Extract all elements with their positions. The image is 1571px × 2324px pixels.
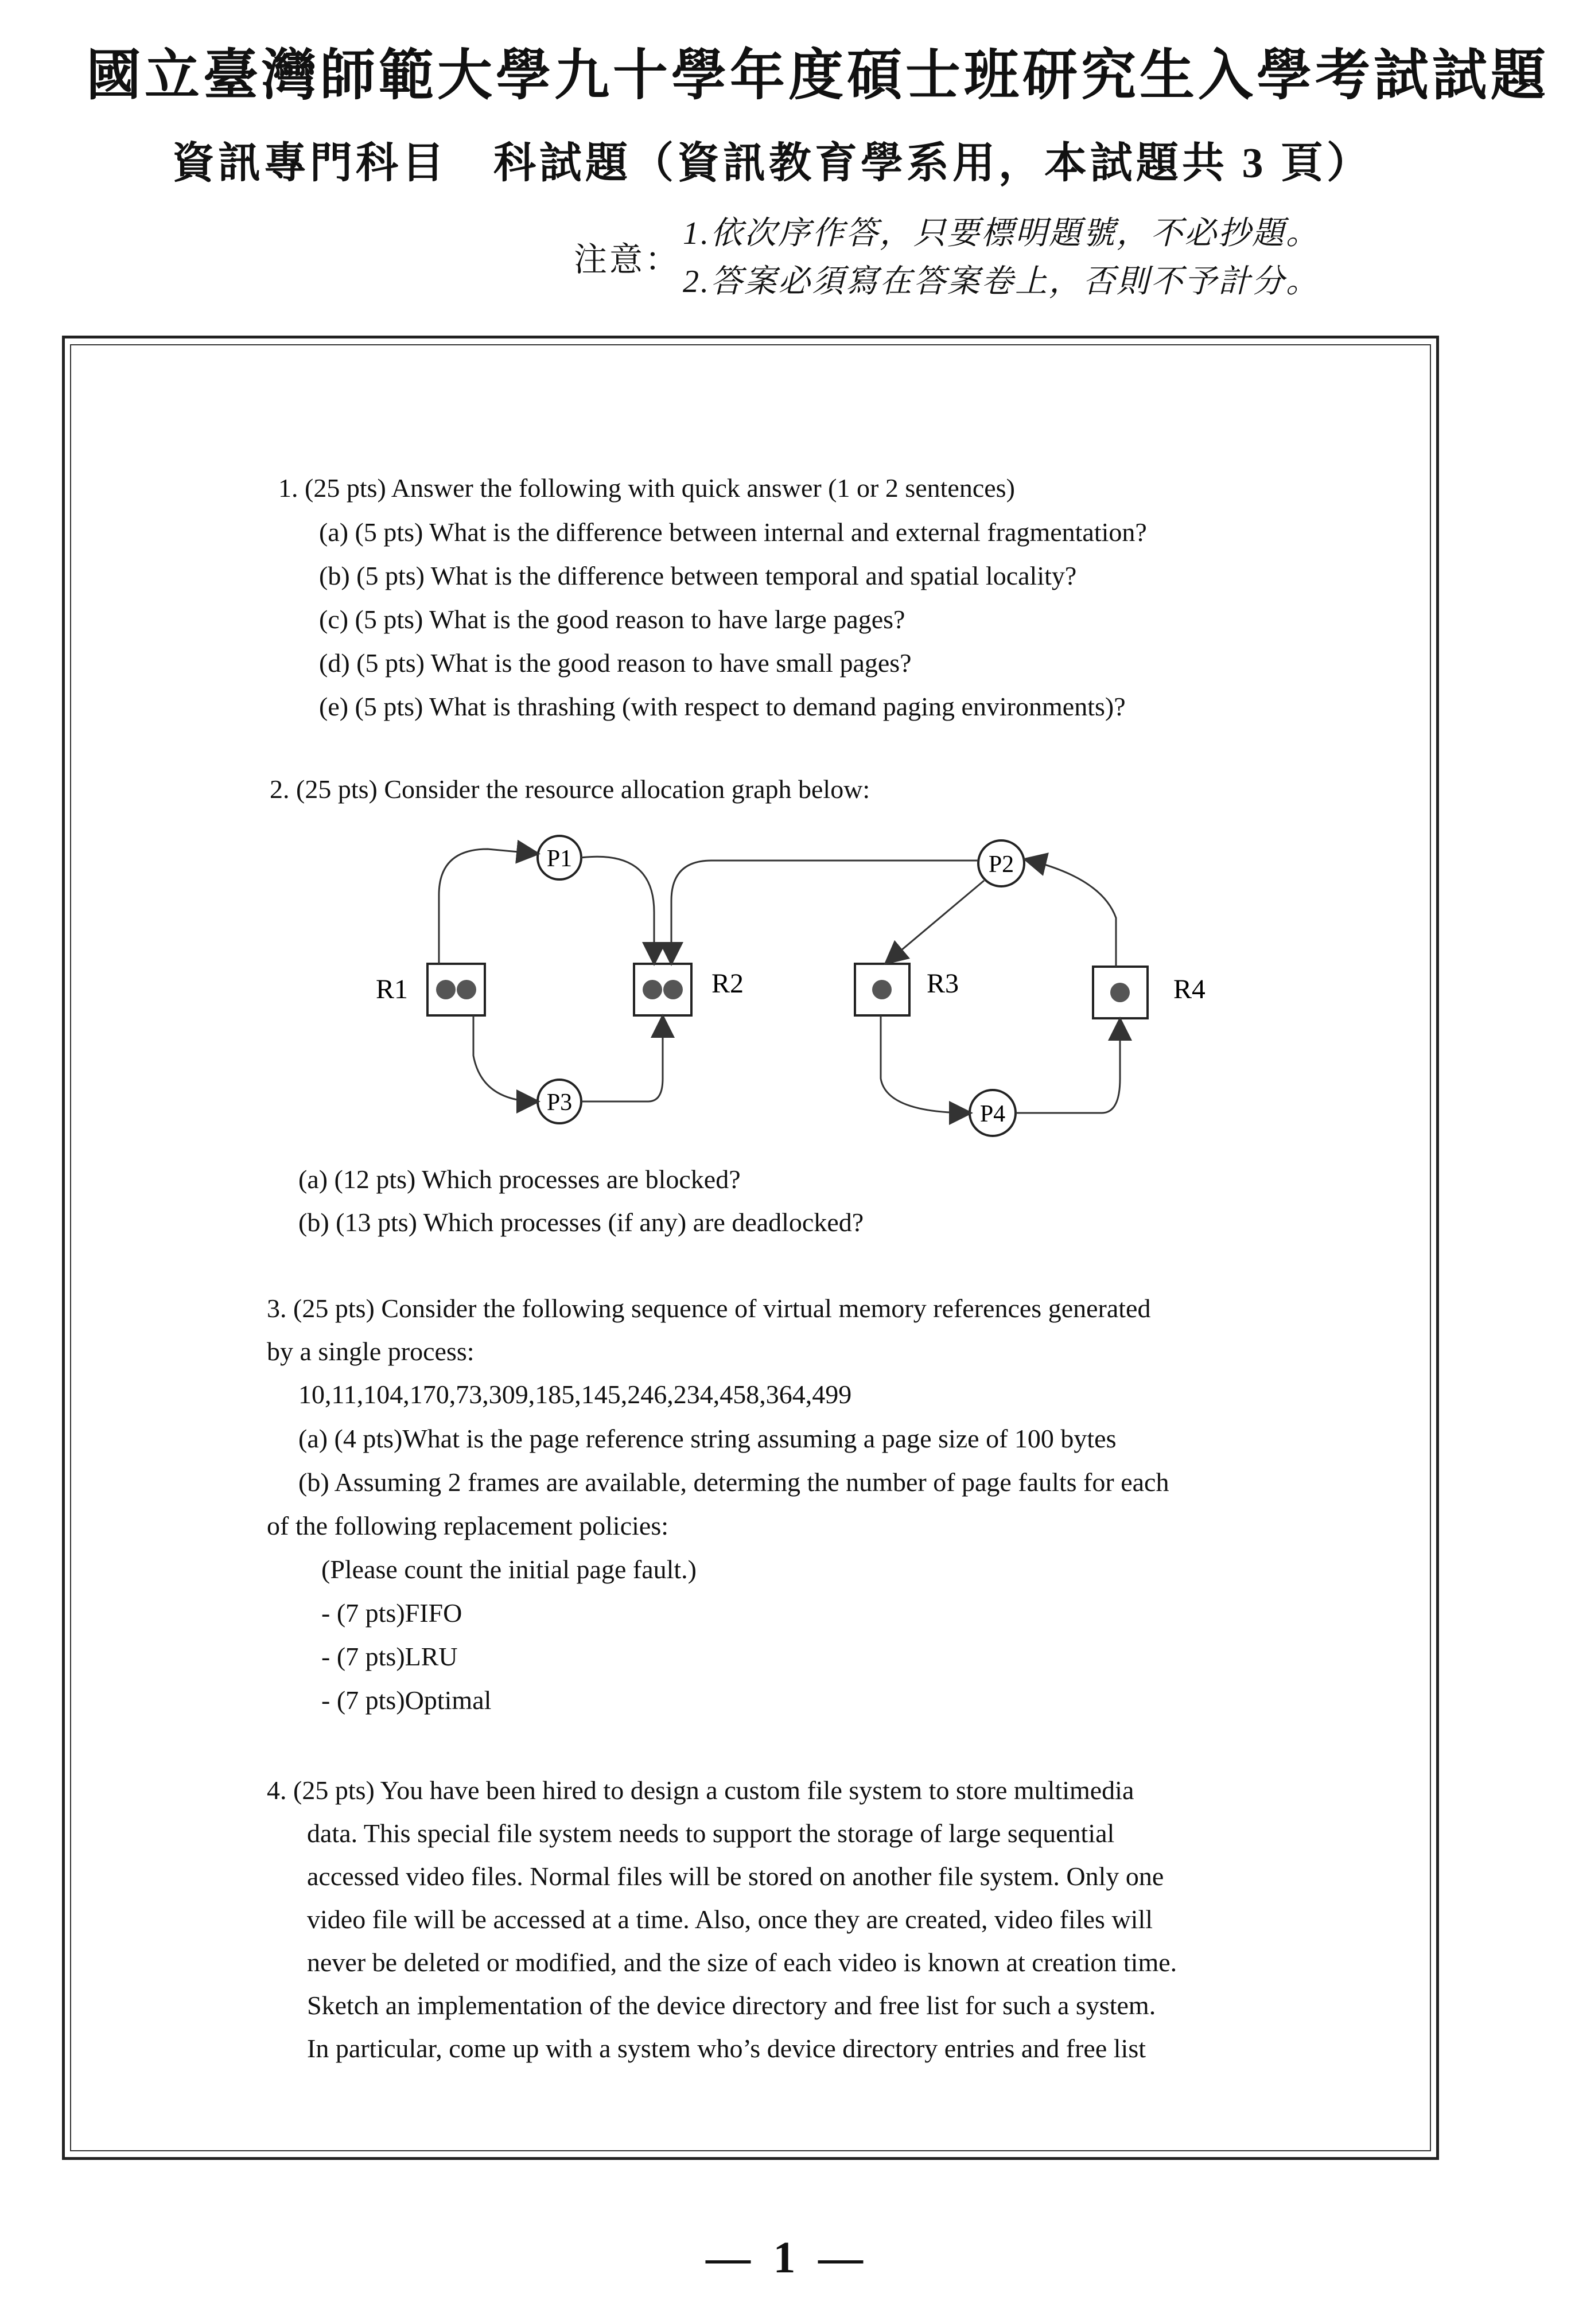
q4-line: 4. (25 pts) You have been hired to design a custom file system to store multimedia bbox=[267, 1776, 1134, 1805]
q1-part-d: (d) (5 pts) What is the good reason to have small pages? bbox=[319, 648, 912, 678]
edge-P4-R4 bbox=[1016, 1020, 1120, 1113]
resource-R2 bbox=[634, 964, 744, 1015]
edge-P1-R2 bbox=[581, 857, 654, 963]
process-label-P1: P1 bbox=[546, 846, 573, 872]
edge-R4-P2 bbox=[1026, 859, 1116, 967]
resource-label-R3: R3 bbox=[927, 968, 959, 999]
q3-title-cont: by a single process: bbox=[267, 1337, 475, 1366]
page-number: — 1 — bbox=[706, 2232, 869, 2282]
q1-part-b: (b) (5 pts) What is the difference between temporal and spatial locality? bbox=[319, 561, 1077, 590]
resource-label-R1: R1 bbox=[376, 974, 409, 1005]
resource-R3 bbox=[855, 964, 959, 1015]
q3-part-a: (a) (4 pts)What is the page reference string assuming a page size of 100 bytes bbox=[298, 1424, 1117, 1453]
process-P1 bbox=[538, 836, 581, 879]
q4-line: data. This special file system needs to support the storage of large sequential bbox=[307, 1819, 1115, 1848]
q3-note: (Please count the initial page fault.) bbox=[321, 1555, 697, 1584]
q4-line: Sketch an implementation of the device directory and free list for such a system. bbox=[307, 1991, 1156, 2020]
edge-P3-R2 bbox=[581, 1017, 663, 1101]
q1-part-e: (e) (5 pts) What is thrashing (with respect to demand paging environments)? bbox=[319, 692, 1126, 721]
edge-P2-R2 bbox=[671, 861, 978, 963]
q3-title: 3. (25 pts) Consider the following sequence of virtual memory references generated bbox=[267, 1294, 1151, 1323]
resource-label-R4: R4 bbox=[1173, 974, 1205, 1005]
q1-part-c: (c) (5 pts) What is the good reason to have large pages? bbox=[319, 605, 905, 634]
q3-policy-lru: - (7 pts)LRU bbox=[321, 1642, 458, 1671]
resource-R1 bbox=[376, 964, 485, 1015]
q2-part-a: (a) (12 pts) Which processes are blocked? bbox=[298, 1165, 741, 1194]
q4-line: never be deleted or modified, and the size of each video is known at creation time. bbox=[307, 1948, 1177, 1977]
notice-label: 注意： bbox=[574, 241, 681, 278]
process-P2 bbox=[978, 840, 1024, 886]
q3-part-b-cont: of the following replacement policies: bbox=[267, 1511, 668, 1540]
process-label-P2: P2 bbox=[988, 851, 1014, 878]
q1-title: 1. (25 pts) Answer the following with quick answer (1 or 2 sentences) bbox=[278, 473, 1015, 503]
resource-label-R2: R2 bbox=[711, 968, 744, 999]
process-label-P4: P4 bbox=[979, 1101, 1006, 1127]
q4-line: accessed video files. Normal files will be stored on another file system. Only one bbox=[307, 1862, 1164, 1891]
edge-R1-P1 bbox=[439, 849, 537, 964]
q3-policy-fifo: - (7 pts)FIFO bbox=[321, 1598, 462, 1628]
process-P4 bbox=[970, 1090, 1016, 1136]
notice-block bbox=[574, 209, 1377, 307]
edge-R3-P4 bbox=[881, 1015, 970, 1113]
edge-P2-R3 bbox=[886, 881, 984, 963]
q2-title: 2. (25 pts) Consider the resource allocation graph below: bbox=[270, 774, 870, 804]
q3-policy-optimal: - (7 pts)Optimal bbox=[321, 1685, 492, 1715]
resource-R4 bbox=[1093, 967, 1205, 1018]
q1-part-a: (a) (5 pts) What is the difference between internal and external fragmentation? bbox=[319, 517, 1147, 547]
exam-title: 國立臺灣師範大學九十學年度碩士班研究生入學考試試題 bbox=[86, 45, 1549, 106]
exam-subject: 資訊專門科目 科試題（資訊教育學系用，本試題共 3 頁） bbox=[172, 140, 1372, 187]
notice-items bbox=[683, 209, 1320, 306]
notice-item: 2.答案必須寫在答案卷上，否則不予計分。 bbox=[683, 264, 1320, 299]
process-P3 bbox=[538, 1080, 581, 1123]
process-label-P3: P3 bbox=[546, 1089, 573, 1116]
notice-item: 1.依次序作答，只要標明題號，不必抄題。 bbox=[683, 216, 1320, 251]
edge-R1-P3 bbox=[473, 1015, 537, 1101]
q4-line: In particular, come up with a system who’s device directory entries and free list bbox=[307, 2034, 1146, 2063]
q2-part-b: (b) (13 pts) Which processes (if any) are deadlocked? bbox=[298, 1208, 864, 1237]
resource-allocation-graph bbox=[344, 826, 1205, 1159]
q3-sequence: 10,11,104,170,73,309,185,145,246,234,458,364,499 bbox=[298, 1380, 852, 1409]
q4-line: video file will be accessed at a time. Also, once they are created, video files will bbox=[307, 1905, 1153, 1934]
q3-part-b: (b) Assuming 2 frames are available, determing the number of page faults for each bbox=[298, 1467, 1169, 1497]
